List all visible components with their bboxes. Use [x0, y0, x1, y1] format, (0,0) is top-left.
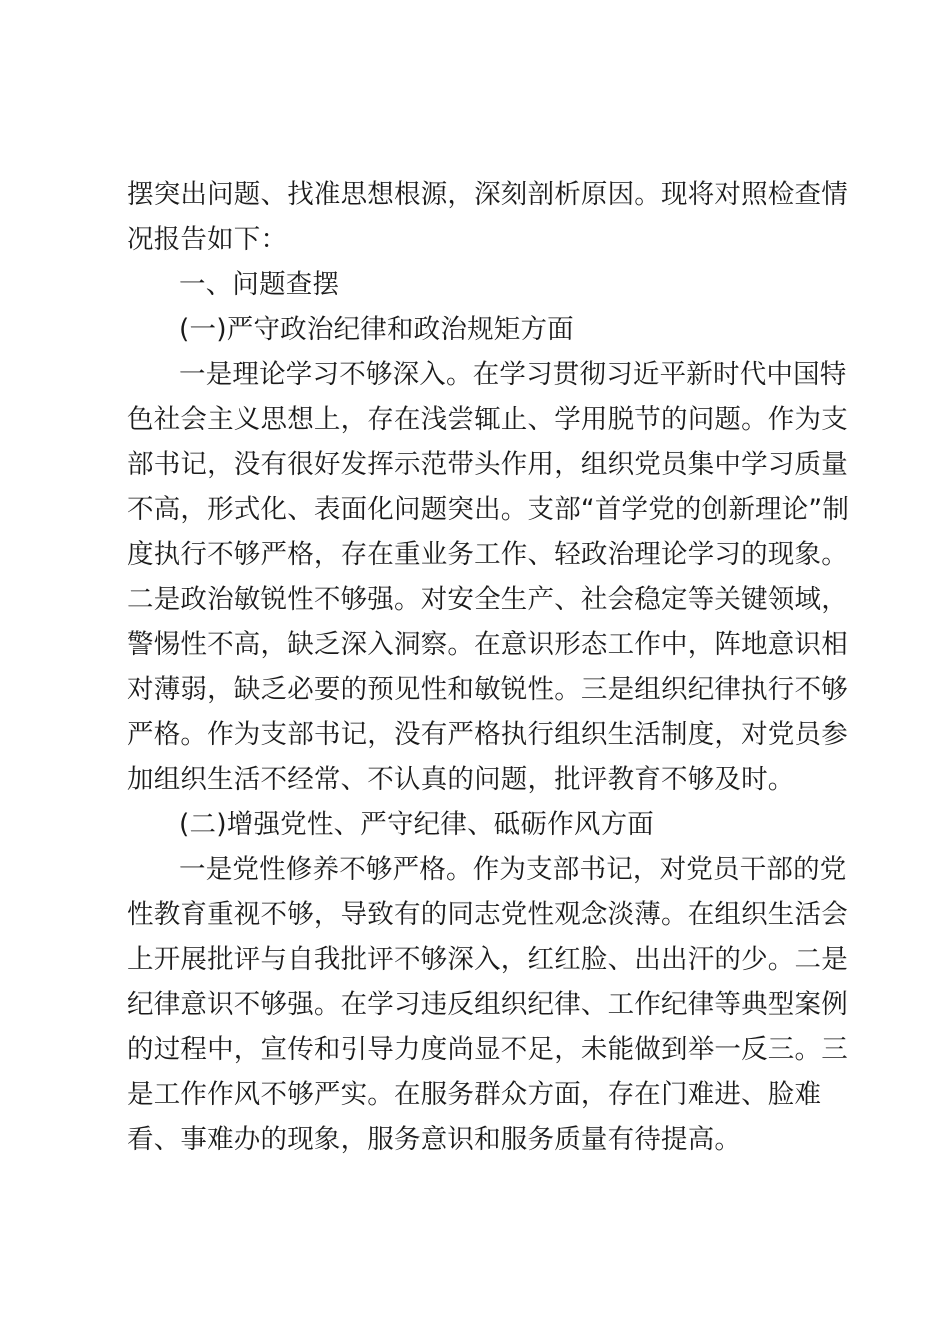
text-line: 度执行不够严格，存在重业务工作、轻政治理论学习的现象。	[127, 539, 848, 570]
text-line: (一)严守政治纪律和政治规矩方面	[179, 314, 574, 345]
text-line: 不高，形式化、表面化问题突出。支部“首学党的创新理论”制	[127, 494, 850, 525]
text-line: 部书记，没有很好发挥示范带头作用，组织党员集中学习质量	[127, 449, 848, 480]
text-line: 况报告如下：	[127, 224, 288, 255]
text-line: 纪律意识不够强。在学习违反组织纪律、工作纪律等典型案例	[127, 989, 848, 1020]
text-line: 性教育重视不够，导致有的同志党性观念淡薄。在组织生活会	[127, 899, 848, 930]
text-line: 是工作作风不够严实。在服务群众方面，存在门难进、脸难	[127, 1079, 822, 1110]
text-line: 摆突出问题、找准思想根源，深刻剖析原因。现将对照检查情	[127, 179, 848, 210]
text-line: 的过程中，宣传和引导力度尚显不足，未能做到举一反三。三	[127, 1034, 848, 1065]
text-line: 一是党性修养不够严格。作为支部书记，对党员干部的党	[179, 854, 847, 885]
text-line: 警惕性不高，缺乏深入洞察。在意识形态工作中，阵地意识相	[127, 629, 848, 660]
text-line: 一是理论学习不够深入。在学习贯彻习近平新时代中国特	[179, 359, 847, 390]
text-line: 上开展批评与自我批评不够深入，红红脸、出出汗的少。二是	[127, 944, 848, 975]
text-line: 一、问题查摆	[179, 269, 340, 300]
text-line: 色社会主义思想上，存在浅尝辄止、学用脱节的问题。作为支	[127, 404, 848, 435]
text-line: 加组织生活不经常、不认真的问题，批评教育不够及时。	[127, 764, 795, 795]
document-body	[127, 172, 850, 1162]
text-line: (二)增强党性、严守纪律、砥砺作风方面	[179, 809, 654, 840]
text-line: 看、事难办的现象，服务意识和服务质量有待提高。	[127, 1124, 742, 1155]
text-line: 严格。作为支部书记，没有严格执行组织生活制度，对党员参	[127, 719, 848, 750]
text-line: 对薄弱，缺乏必要的预见性和敏锐性。三是组织纪律执行不够	[127, 674, 848, 705]
text-line: 二是政治敏锐性不够强。对安全生产、社会稳定等关键领域，	[127, 584, 848, 615]
